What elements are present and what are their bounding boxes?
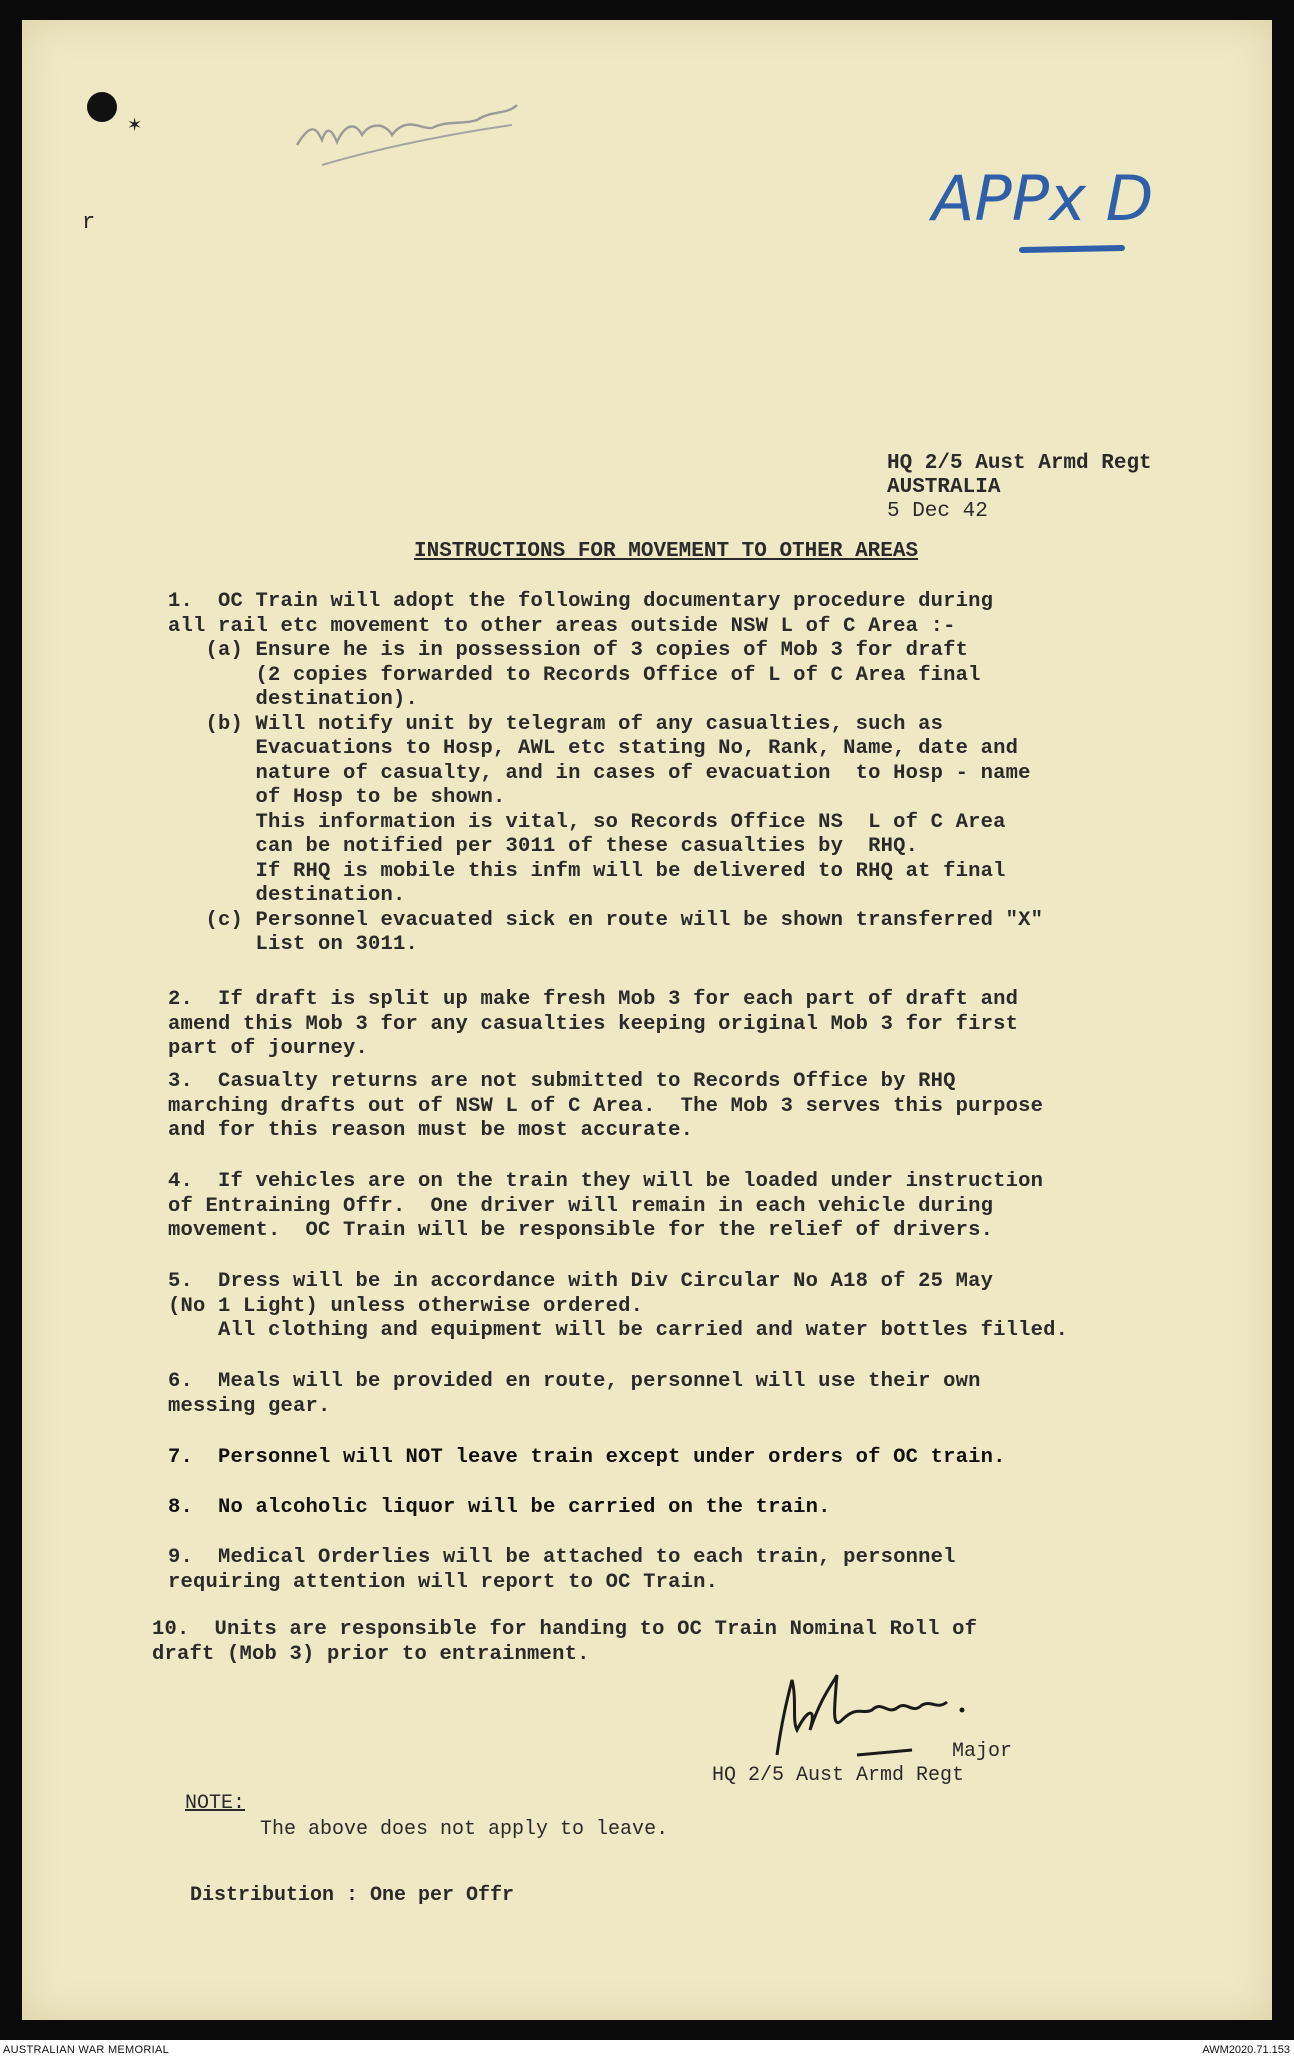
paragraph-7: 7. Personnel will NOT leave train except under orders of OC train. — [168, 1446, 1006, 1469]
note-label: NOTE: — [185, 1792, 246, 1815]
header-block — [887, 452, 1152, 524]
paragraph-6: 6. Meals will be provided en route, personnel will use their own messing gear. — [168, 1370, 981, 1418]
pencil-annotation — [292, 90, 522, 170]
paragraph-2: 2. If draft is split up make fresh Mob 3 for each part of draft and amend this Mob 3 for any casualties keeping original Mob 3 for first part of journey. — [168, 988, 1019, 1060]
paragraph-3: 3. Casualty returns are not submitted to Records Office by RHQ marching drafts out of NSW L of C Area. The Mob 3 serves this purpose and for this reason must be most accurate. — [168, 1070, 1044, 1142]
appendix-mark: APPx D — [932, 162, 1154, 235]
stray-mark: r — [82, 210, 96, 235]
note-text: The above does not apply to leave. — [260, 1818, 669, 1841]
paragraph-9: 9. Medical Orderlies will be attached to each train, personnel requiring attention will report to OC Train. — [168, 1546, 956, 1594]
paragraph-10: 10. Units are responsible for handing to OC Train Nominal Roll of draft (Mob 3) prior to entrainment. — [152, 1618, 978, 1666]
signatory-unit: HQ 2/5 Aust Armd Regt — [712, 1764, 965, 1787]
signatory-rank: Major — [952, 1740, 1013, 1763]
document-title: INSTRUCTIONS FOR MOVEMENT TO OTHER AREAS — [414, 540, 919, 563]
document-page — [22, 20, 1272, 2020]
paragraph-5: 5. Dress will be in accordance with Div Circular No A18 of 25 May (No 1 Light) unless otherwise ordered. All clothing and equipment will be carried and water bottles filled. — [168, 1270, 1069, 1342]
footer-accession: AWM2020.71.153 — [1202, 2044, 1290, 2056]
header-date: 5 Dec 42 — [887, 500, 988, 523]
header-location: AUSTRALIA — [887, 476, 1001, 499]
punch-hole — [87, 92, 117, 122]
paragraph-8: 8. No alcoholic liquor will be carried on the train. — [168, 1496, 831, 1519]
footer-source: AUSTRALIAN WAR MEMORIAL — [3, 2044, 170, 2056]
distribution-line: Distribution : One per Offr — [190, 1884, 515, 1907]
signature-block — [712, 1740, 1012, 1788]
paragraph-4: 4. If vehicles are on the train they will be loaded under instruction of Entraining Offr. One driver will remain in each vehicle during movement. OC Train will be responsible for the relief of drivers. — [168, 1170, 1044, 1242]
appendix-annotation — [912, 150, 1252, 290]
header-unit: HQ 2/5 Aust Armd Regt — [887, 452, 1152, 475]
paragraph-1: 1. OC Train will adopt the following documentary procedure during all rail etc movement to other areas outside NSW L of C Area :- (a) Ensure he is in possession of 3 copies of Mob 3 for draft (2 copies forwarded to Records Office of L of C Area final destination). (b) Will notify unit by telegram of any casualties, such as Evacuations to Hosp, AWL etc stating No, Rank, Name, date and nature of casualty, and in cases of evacuation to Hosp - name of Hosp to be shown. This information is vital, so Records Office NS L of C Area can be notified per 3011 of these casualties by RHQ. If RHQ is mobile this infm will be delivered to RHQ at final destination. (c) Personnel evacuated sick en route will be shown transferred "X" List on 3011. — [168, 590, 1044, 956]
stray-mark: ✶ — [128, 113, 142, 138]
